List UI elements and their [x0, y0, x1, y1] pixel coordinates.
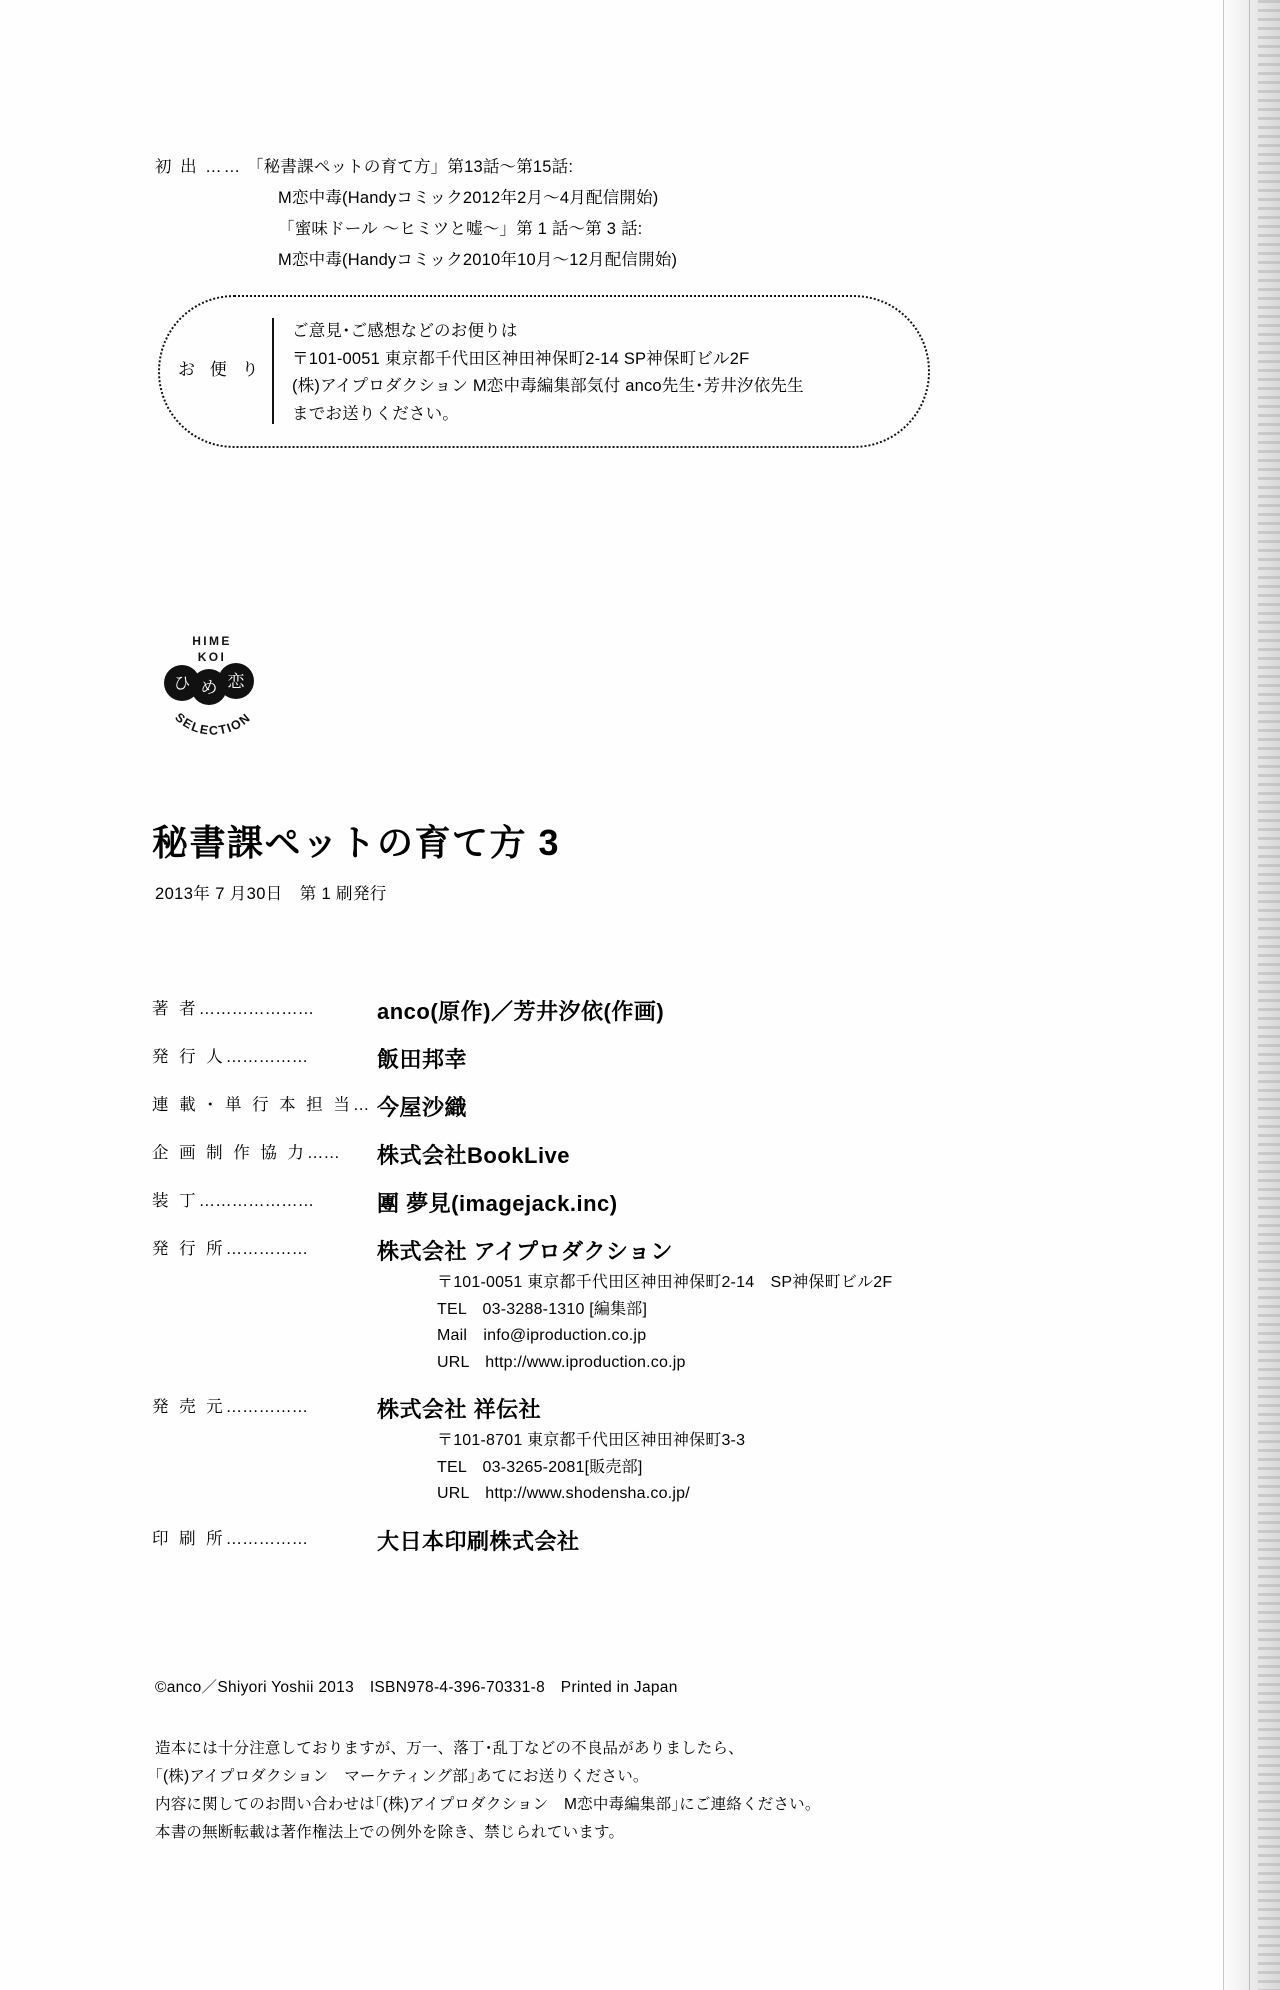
credit-row-production-cooperation [152, 1139, 1052, 1170]
svg-text:ひ: ひ [173, 674, 191, 694]
himekoi-selection-logo [148, 625, 276, 753]
credit-label-design-dots: ………………… [198, 1192, 315, 1210]
credit-row-publisher-person [152, 1043, 1052, 1074]
credit-label-publisher-person-text: 発 行 人 [152, 1048, 226, 1066]
first-appearance-line-1: 「秘書課ペットの育て方」第13話〜第15話: [246, 158, 574, 176]
credit-label-design-text: 装 丁 [152, 1192, 199, 1210]
page-edge-texture [1258, 0, 1280, 1990]
first-appearance-row [155, 152, 677, 183]
credit-label-printer-text: 印 刷 所 [152, 1529, 226, 1548]
credit-label-printer [152, 1525, 377, 1549]
svg-text:KOI: KOI [197, 650, 227, 664]
credit-label-author [152, 995, 377, 1019]
legal-notes [155, 1735, 821, 1847]
first-appearance-line-2-row [155, 183, 677, 214]
credits-list [152, 995, 1052, 1573]
mail-box-divider [272, 318, 274, 424]
publisher-contact-block [377, 1270, 1052, 1376]
credit-label-design [152, 1187, 377, 1211]
credit-label-publisher-person-dots: …………… [225, 1048, 309, 1066]
first-appearance-line-3: 「蜜味ドール 〜ヒミツと嘘〜」第 1 話〜第 3 話: [278, 220, 643, 238]
credit-label-production-cooperation-text: 企 画 制 作 協 力 [152, 1144, 307, 1162]
mail-box-label: お 便 り [178, 360, 264, 379]
first-appearance-line-3-row [155, 214, 677, 245]
distributor-address: 〒101-8701 東京都千代田区神田神保町3-3 [437, 1432, 746, 1449]
first-appearance-label: 初 出 …… [155, 158, 243, 176]
credit-value-author: anco(原作)／芳井汐依(作画) [377, 999, 665, 1024]
credit-label-distributor [152, 1393, 377, 1417]
credit-label-production-cooperation-dots: …… [306, 1144, 340, 1162]
publisher-tel: TEL 03-3288-1310 [編集部] [437, 1300, 648, 1318]
credit-value-editor: 今屋沙織 [377, 1095, 468, 1120]
publisher-address: 〒101-0051 東京都千代田区神田神保町2-14 SP神保町ビル2F [437, 1274, 893, 1291]
credit-row-printer [152, 1525, 1052, 1556]
credit-value-distributor: 株式会社 祥伝社 [377, 1397, 542, 1422]
first-appearance-line-4: M恋中毒(Handyコミック2010年10月〜12月配信開始) [278, 251, 678, 269]
credit-label-printer-dots: …………… [225, 1529, 309, 1548]
first-appearance-block [155, 152, 677, 276]
mail-line-3: (株)アイプロダクション M恋中毒編集部気付 anco先生･芳井汐依先生 [292, 377, 804, 395]
credit-row-design [152, 1187, 1052, 1218]
svg-text:恋: 恋 [227, 672, 245, 692]
credit-value-design: 團 夢見(imagejack.inc) [377, 1191, 618, 1216]
svg-text:HIME: HIME [192, 634, 232, 648]
credit-value-production-cooperation: 株式会社BookLive [377, 1143, 571, 1168]
credit-row-editor [152, 1091, 1052, 1122]
credit-label-editor-dots: … [352, 1096, 370, 1114]
first-appearance-line-4-row [155, 245, 677, 276]
credit-label-production-cooperation [152, 1139, 377, 1163]
mail-line-2: 〒101-0051 東京都千代田区神田神保町2-14 SP神保町ビル2F [292, 349, 750, 368]
book-title: 秘書課ペットの育て方 3 [152, 822, 561, 863]
publisher-mail: Mail info@iproduction.co.jp [437, 1327, 647, 1344]
svg-text:SELECTION: SELECTION [172, 710, 254, 738]
svg-text:め: め [200, 678, 218, 698]
credit-label-distributor-text: 発 売 元 [152, 1398, 226, 1416]
copyright-line: ©anco／Shiyori Yoshii 2013 ISBN978-4-396-70331-8 Printed in Japan [155, 1679, 678, 1696]
credit-row-author [152, 995, 1052, 1026]
credit-label-editor [152, 1091, 377, 1115]
credit-label-author-text: 著 者 [152, 1000, 199, 1018]
distributor-url: URL http://www.shodensha.co.jp/ [437, 1485, 690, 1502]
distributor-contact-block [377, 1428, 1052, 1508]
publisher-url: URL http://www.iproduction.co.jp [437, 1353, 686, 1371]
credit-label-editor-text: 連 載 ･ 単 行 本 担 当 [152, 1096, 353, 1114]
credit-label-author-dots: ………………… [198, 1000, 315, 1018]
credit-label-publisher-person [152, 1043, 377, 1067]
credit-label-publisher-text: 発 行 所 [152, 1240, 226, 1258]
legal-note-3: 内容に関してのお問い合わせは｢(株)アイプロダクション M恋中毒編集部｣にご連絡ください。 [155, 1796, 821, 1813]
credit-row-distributor [152, 1393, 1052, 1508]
page-edge-line-2 [1249, 0, 1250, 1990]
legal-note-2: ｢(株)アイプロダクション マーケティング部｣あてにお送りください。 [155, 1768, 649, 1785]
first-appearance-line-2: M恋中毒(Handyコミック2012年2月〜4月配信開始) [278, 189, 659, 207]
mail-line-1: ご意見･ご感想などのお便りは [292, 322, 518, 340]
credit-value-publisher-person: 飯田邦幸 [377, 1047, 468, 1072]
distributor-tel: TEL 03-3265-2081[販売部] [437, 1458, 643, 1476]
credit-label-publisher [152, 1235, 377, 1259]
credit-row-publisher [152, 1235, 1052, 1376]
page-edge-line-1 [1223, 0, 1224, 1990]
mail-line-4: までお送りください。 [292, 404, 459, 423]
publication-date: 2013年 7 月30日 第 1 刷発行 [155, 885, 387, 903]
mail-box-body [292, 318, 804, 428]
legal-note-4: 本書の無断転載は著作権法上での例外を除き、禁じられています。 [155, 1824, 625, 1841]
credit-label-distributor-dots: …………… [225, 1398, 309, 1416]
credit-value-publisher: 株式会社 アイプロダクション [377, 1239, 674, 1264]
credit-value-printer: 大日本印刷株式会社 [377, 1528, 580, 1554]
legal-note-1: 造本には十分注意しておりますが、万一、落丁･乱丁などの不良品がありましたら、 [155, 1740, 744, 1757]
credit-label-publisher-dots: …………… [225, 1240, 309, 1258]
